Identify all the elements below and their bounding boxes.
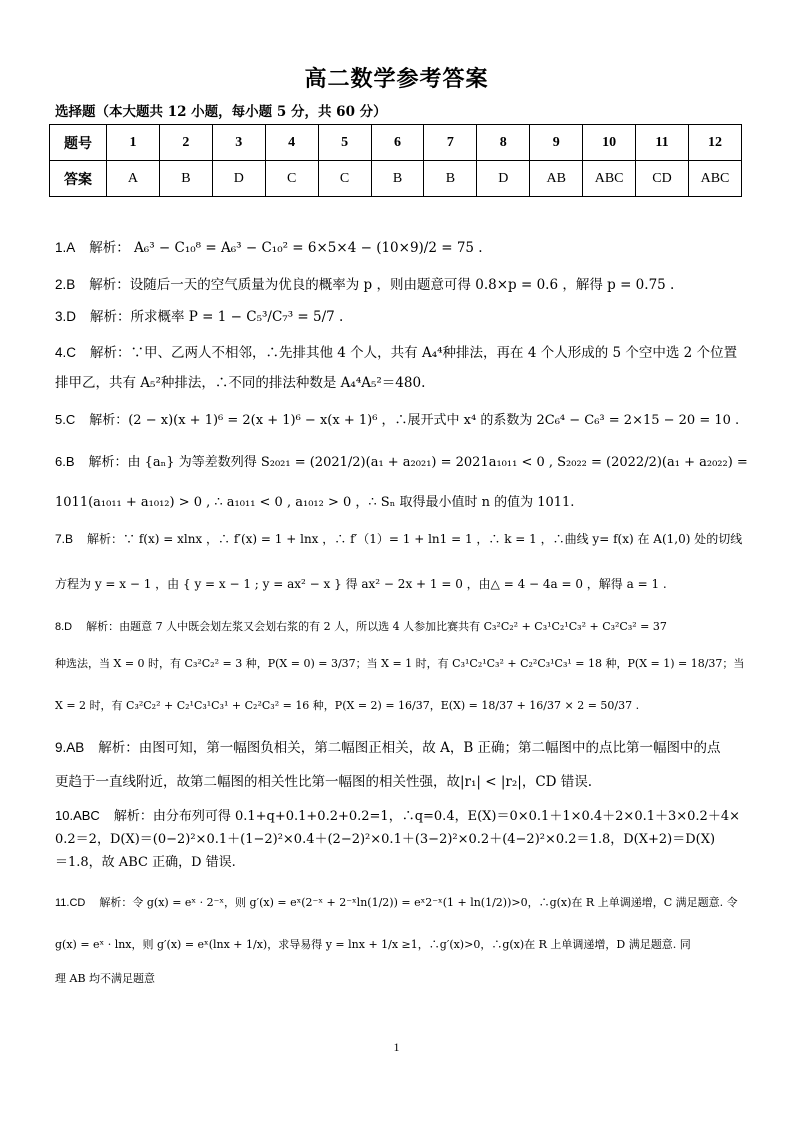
solution-number: 9.AB [55,740,85,755]
question-number-row [50,125,742,161]
solution-text: 解析：令 g(x) = eˣ · 2⁻ˣ，则 g′(x) = eˣ(2⁻ˣ + 2⁻ˣln(1/2)) = eˣ2⁻ˣ(1 + ln(1/2))>0，∴g(x)在 R 上单调递增，C 满足题意. 令 [99,896,738,909]
solution-7 [55,529,743,594]
solution-text: 解析：设随后一天的空气质量为优良的概率为 p ，则由题意可得 0.8×p = 0.6 ，解得 p = 0.75 . [89,277,675,293]
solution-3 [55,307,743,327]
solution-number: 8.D [55,621,73,633]
solution-8 [55,617,743,716]
page-title: 高二数学参考答案 [304,66,489,92]
solution-text: 方程为 y = x − 1 ，由 { y = x − 1 ; y = ax² − x } 得 ax² − 2x + 1 = 0 ，由△ = 4 − 4a = 0 ，解得 a = 1 . [55,577,667,591]
solution-text: 解析：由图可知，第一幅图负相关，第二幅图正相关，故 A，B 正确；第二幅图中的点比第一幅图中的点 [98,740,721,756]
answer-row [50,161,742,197]
question-number: 8 [477,125,530,161]
solution-text: 1011(a₁₀₁₁ + a₁₀₁₂) > 0 , ∴ a₁₀₁₁ < 0 , a₁₀₁₂ > 0 ，∴ Sₙ 取得最小值时 n 的值为 1011. [55,495,575,510]
solution-1 [55,238,743,258]
solution-text: 解析：所求概率 P = 1 − C₅³/C₇³ = 5/7 . [90,309,344,325]
answer-cell: B [371,161,424,197]
question-number: 6 [371,125,424,161]
answer-cell: AB [530,161,583,197]
solution-text: 解析：(2 − x)(x + 1)⁶ = 2(x + 1)⁶ − x(x + 1)⁶ ，∴展开式中 x⁴ 的系数为 2C₆⁴ − C₆³ = 2×15 − 20 = 10 . [89,413,740,428]
solution-2 [55,275,743,295]
solution-number: 5.C [55,412,76,427]
solution-text: 更趋于一直线附近，故第二幅图的相关性比第一幅图的相关性强，故|r₁| < |r₂|，CD 错误. [55,774,593,790]
answer-cell: D [212,161,265,197]
solution-6 [55,452,748,513]
solution-5 [55,410,743,431]
answer-table [49,124,742,197]
solution-10 [55,806,743,873]
solution-number: 2.B [55,277,76,292]
solution-text: ＝1.8，故 ABC 正确，D 错误. [55,855,236,870]
solution-text: 解析：由分布列可得 0.1+q+0.1+0.2+0.2=1，∴q=0.4，E(X)＝0×0.1＋1×0.4＋2×0.1＋3×0.2＋4× [113,809,740,824]
question-number: 7 [424,125,477,161]
solution-text: 0.2＝2，D(X)＝(0−2)²×0.1＋(1−2)²×0.4＋(2−2)²×0.1＋(3−2)²×0.2＋(4−2)²×0.2＝1.8，D(X+2)＝D(X) [55,832,716,847]
question-number: 3 [212,125,265,161]
solution-text: 种选法，当 X = 0 时，有 C₃²C₂² = 3 种，P(X = 0) = 3/37；当 X = 1 时，有 C₃¹C₂¹C₃² + C₂²C₃¹C₃¹ = 18 种，P(X = 1) = 18/37；当 [55,657,745,670]
answer-cell: ABC [583,161,636,197]
question-number: 12 [688,125,741,161]
answer-cell: B [424,161,477,197]
question-number: 2 [159,125,212,161]
solution-number: 11.CD [55,897,86,909]
solution-number: 6.B [55,454,75,469]
answer-cell: B [159,161,212,197]
question-label: 题号 [50,125,107,161]
page-number: 1 [393,1040,400,1054]
solution-text: 排甲乙，共有 A₅²种排法，∴不同的排法种数是 A₄⁴A₅²＝480. [55,375,426,391]
question-number: 4 [265,125,318,161]
solution-text: 解析：由 {aₙ} 为等差数列得 S₂₀₂₁ = (2021/2)(a₁ + a₂₀₂₁) = 2021a₁₀₁₁ < 0 , S₂₀₂₂ = (2022/2)(a₁ + a₂₀₂₂) = [88,455,748,470]
solution-text: 解析：∵甲、乙两人不相邻，∴先排其他 4 个人，共有 A₄⁴种排法，再在 4 个人形成的 5 个空中选 2 个位置 [90,345,738,361]
solution-9 [55,738,743,792]
solution-text: 解析：∵ f(x) = xlnx ，∴ f′(x) = 1 + lnx ，∴ f′（1）= 1 + ln1 = 1 ，∴ k = 1 ，∴曲线 y= f(x) 在 A(1,0) 处的切线 [87,532,743,546]
answer-cell: C [265,161,318,197]
solution-text: g(x) = eˣ · lnx，则 g′(x) = eˣ(lnx + 1/x)，求导易得 y = lnx + 1/x ≥1，∴g′(x)>0，∴g(x)在 R 上单调递增，D 满足题意. 同 [55,938,691,951]
solution-11 [55,893,743,989]
question-number: 9 [530,125,583,161]
question-number: 10 [583,125,636,161]
answer-cell: C [318,161,371,197]
solution-text: 理 AB 均不满足题意 [55,972,156,985]
answer-cell: CD [636,161,689,197]
section-heading: 选择题（本大题共 12 小题，每小题 5 分，共 60 分） [55,104,387,120]
solution-number: 7.B [55,532,74,546]
question-number: 5 [318,125,371,161]
answer-cell: A [107,161,160,197]
solution-number: 1.A [55,240,76,255]
question-number: 1 [107,125,160,161]
solution-number: 3.D [55,309,77,324]
solution-text: 解析：由题意 7 人中既会划左浆又会划右浆的有 2 人，所以选 4 人参加比赛共有 C₃²C₂² + C₃¹C₂¹C₃² + C₃²C₃² = 37 [86,620,667,633]
answer-label: 答案 [50,161,107,197]
solution-text: 解析： A₆³ − C₁₀⁸ = A₆³ − C₁₀² = 6×5×4 − (10×9)/2 = 75 . [89,240,483,256]
solution-number: 10.ABC [55,808,100,823]
solution-text: X = 2 时，有 C₃²C₂² + C₂¹C₃¹C₃¹ + C₂²C₃² = 16 种，P(X = 2) = 16/37，E(X) = 18/37 + 16/37 × 2 = 50/37 . [55,699,640,712]
answer-cell: ABC [688,161,741,197]
solution-number: 4.C [55,345,77,360]
question-number: 11 [636,125,689,161]
solution-4 [55,343,743,393]
answer-cell: D [477,161,530,197]
